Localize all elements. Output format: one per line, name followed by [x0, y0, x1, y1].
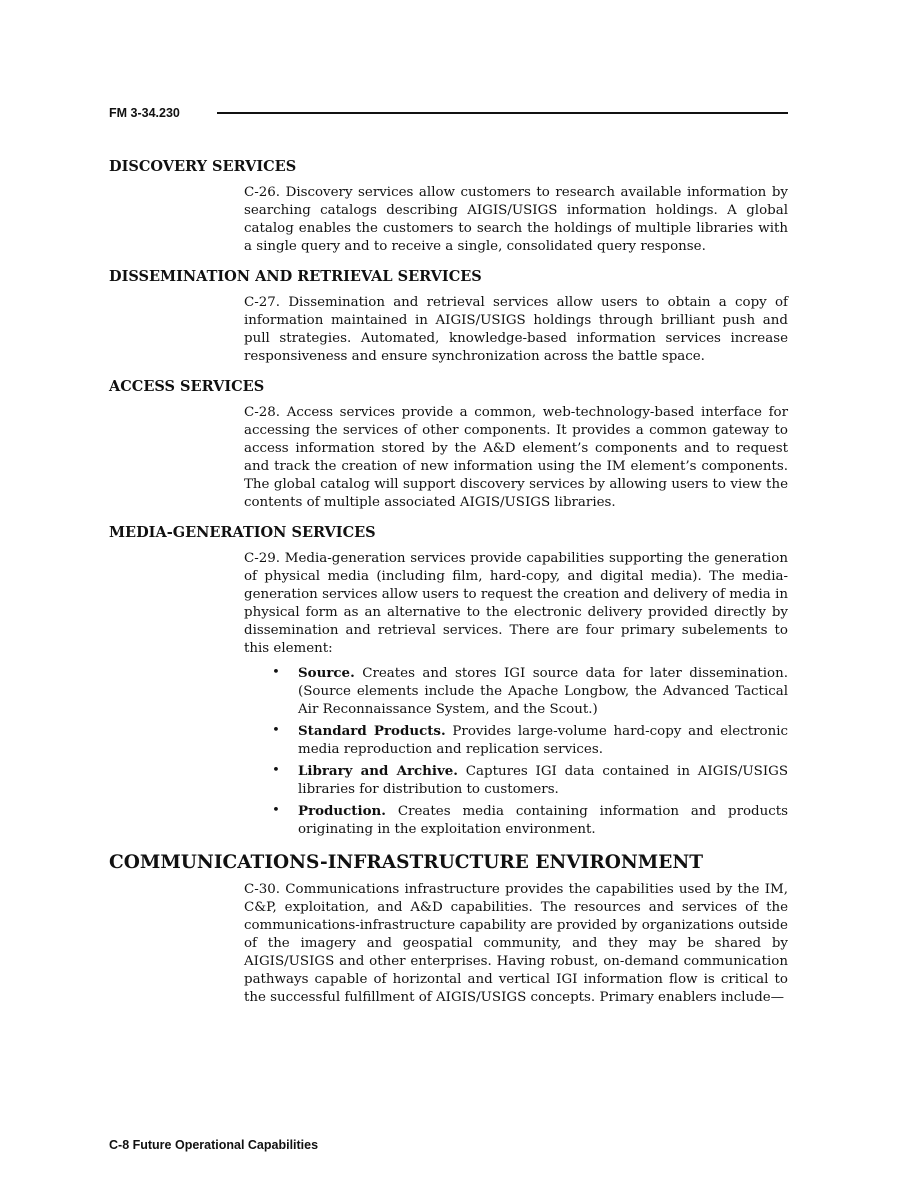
communications-infrastructure-heading: COMMUNICATIONS-INFRASTRUCTURE ENVIRONMENT: [109, 852, 703, 873]
access-services-heading: ACCESS SERVICES: [109, 378, 265, 395]
discovery-services-heading: DISCOVERY SERVICES: [109, 158, 297, 175]
paragraph-c27: C-27. Dissemination and retrieval services allow users to obtain a copy of information maintained in AIGIS/USIGS holdings through brilliant push and pull strategies. Automated, knowledge-based information services increase responsiveness and ensure synchronization across the battle space.: [244, 295, 788, 364]
list-item: [244, 664, 788, 719]
bullet: •: [272, 723, 280, 738]
list-item-term: Standard Products.: [298, 723, 446, 739]
list-item-text: Provides large-volume hard-copy and electronic media reproduction and replication services.: [298, 724, 788, 757]
header-rule: [217, 112, 788, 114]
paragraph-c28: C-28. Access services provide a common, web-technology-based interface for accessing the services of other components. It provides a common gateway to access information stored by the A&D element’s components and to request and track the creation of new information using the IM element’s components. The global catalog will support discovery services by allowing users to view the contents of multiple associated AIGIS/USIGS libraries.: [244, 405, 788, 510]
list-item: [244, 762, 788, 799]
list-item: [244, 722, 788, 759]
subelement-list: [244, 664, 788, 839]
page-content: [109, 158, 788, 1019]
paragraph-c29: C-29. Media-generation services provide capabilities supporting the generation of physical media (including film, hard-copy, and digital media). The media-generation services allow users to request the creation and delivery of media in physical form as an alternative to the electronic delivery provided directly by dissemination and retrieval services. There are four primary subelements to this element:: [244, 551, 788, 656]
list-item-text: Captures IGI data contained in AIGIS/USIGS libraries for distribution to customers.: [298, 764, 788, 797]
list-item-term: Library and Archive.: [298, 763, 458, 779]
page-footer: C-8 Future Operational Capabilities: [109, 1138, 319, 1152]
running-header: [109, 105, 788, 123]
bullet: •: [272, 803, 280, 818]
list-item-text: Creates media containing information and products originating in the exploitation environment.: [298, 804, 788, 837]
bullet: •: [272, 665, 280, 680]
manual-number: FM 3-34.230: [109, 106, 180, 120]
media-generation-heading: MEDIA-GENERATION SERVICES: [109, 524, 376, 541]
list-item: [244, 802, 788, 839]
list-item-term: Production.: [298, 803, 386, 819]
list-item-text: Creates and stores IGI source data for later dissemination. (Source elements include the Apache Longbow, the Advanced Tactical Air Reconnaissance System, and the Scout.): [298, 666, 788, 717]
paragraph-c26: C-26. Discovery services allow customers to research available information by searching catalogs describing AIGIS/USIGS information holdings. A global catalog enables the customers to search the holdings of multiple libraries with a single query and to receive a single, consolidated query response.: [244, 185, 788, 254]
bullet: •: [272, 763, 280, 778]
dissemination-retrieval-heading: DISSEMINATION AND RETRIEVAL SERVICES: [109, 268, 482, 285]
list-item-term: Source.: [298, 665, 355, 681]
paragraph-c30: C-30. Communications infrastructure provides the capabilities used by the IM, C&P, exploitation, and A&D capabilities. The resources and services of the communications-infrastructure capability are provided by organizations outside of the imagery and geospatial community, and they may be shared by AIGIS/USIGS and other enterprises. Having robust, on-demand communication pathways capable of horizontal and vertical IGI information flow is critical to the successful fulfillment of AIGIS/USIGS concepts. Primary enablers include—: [244, 882, 788, 1005]
